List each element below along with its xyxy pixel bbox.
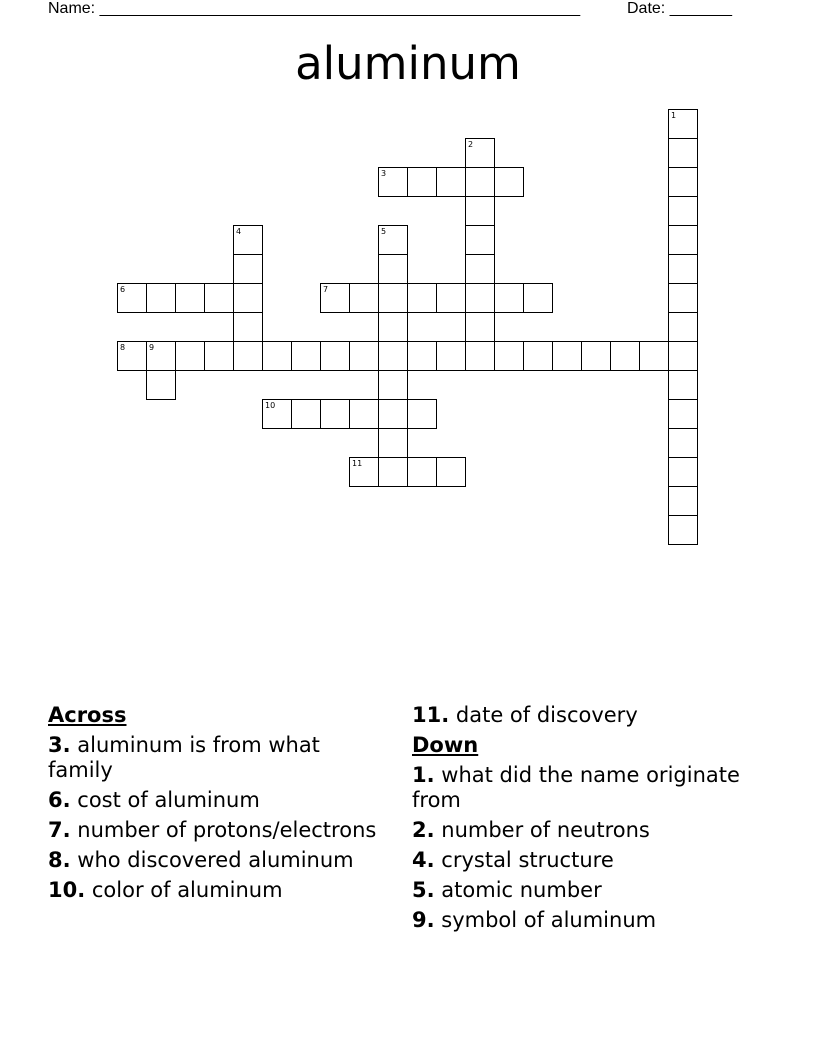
crossword-cell[interactable] (146, 370, 176, 400)
crossword-cell[interactable] (639, 341, 669, 371)
crossword-cell[interactable] (465, 341, 495, 371)
clues-left-column (48, 703, 388, 908)
crossword-cell[interactable] (378, 428, 408, 458)
crossword-cell[interactable] (668, 109, 698, 139)
clue-number: 3. (48, 733, 71, 757)
crossword-cell[interactable] (581, 341, 611, 371)
cell-number: 2 (468, 140, 474, 149)
crossword-cell[interactable] (291, 399, 321, 429)
crossword-cell[interactable] (117, 283, 147, 313)
crossword-cell[interactable] (378, 399, 408, 429)
crossword-cell[interactable] (407, 341, 437, 371)
clue-number: 2. (412, 818, 435, 842)
page-title: aluminum (295, 37, 521, 90)
crossword-cell[interactable] (436, 457, 466, 487)
cell-number: 9 (149, 343, 155, 352)
crossword-cell[interactable] (668, 486, 698, 516)
crossword-cell[interactable] (378, 312, 408, 342)
clue-text: number of protons/electrons (77, 818, 377, 842)
down-heading: Down (412, 733, 479, 757)
clue-text: what did the name originate from (412, 763, 740, 812)
crossword-cell[interactable] (465, 312, 495, 342)
clue-number: 7. (48, 818, 71, 842)
clue-down-9 (412, 908, 792, 933)
clue-text: date of discovery (455, 703, 638, 727)
crossword-cell[interactable] (146, 341, 176, 371)
clue-text: color of aluminum (91, 878, 283, 902)
crossword-cell[interactable] (523, 341, 553, 371)
clue-across-11 (412, 703, 792, 728)
crossword-cell[interactable] (378, 225, 408, 255)
crossword-cell[interactable] (668, 312, 698, 342)
clue-across-3 (48, 733, 388, 783)
clue-down-4 (412, 848, 792, 873)
crossword-cell[interactable] (320, 341, 350, 371)
crossword-cell[interactable] (494, 283, 524, 313)
crossword-cell[interactable] (668, 138, 698, 168)
crossword-cell[interactable] (668, 457, 698, 487)
across-heading: Across (48, 703, 127, 727)
crossword-cell[interactable] (204, 283, 234, 313)
cell-number: 11 (352, 459, 363, 468)
clue-text: symbol of aluminum (441, 908, 657, 932)
cell-number: 1 (671, 111, 677, 120)
clue-across-8 (48, 848, 388, 873)
date-field: Date: _______ (627, 0, 732, 17)
crossword-cell[interactable] (436, 341, 466, 371)
crossword-cell[interactable] (668, 399, 698, 429)
crossword-cell[interactable] (668, 196, 698, 226)
clue-number: 10. (48, 878, 86, 902)
clue-text: aluminum is from what family (48, 733, 320, 782)
crossword-cell[interactable] (204, 341, 234, 371)
cell-number: 5 (381, 227, 387, 236)
crossword-cell[interactable] (175, 283, 205, 313)
crossword-cell[interactable] (465, 196, 495, 226)
clue-across-7 (48, 818, 388, 843)
crossword-cell[interactable] (349, 457, 379, 487)
crossword-cell[interactable] (465, 283, 495, 313)
crossword-cell[interactable] (465, 225, 495, 255)
clue-text: crystal structure (441, 848, 614, 872)
crossword-cell[interactable] (465, 167, 495, 197)
clue-number: 6. (48, 788, 71, 812)
crossword-cell[interactable] (233, 225, 263, 255)
clue-across-10 (48, 878, 388, 903)
clue-down-5 (412, 878, 792, 903)
crossword-cell[interactable] (465, 254, 495, 284)
crossword-cell[interactable] (668, 341, 698, 371)
crossword-cell[interactable] (668, 254, 698, 284)
crossword-cell[interactable] (668, 283, 698, 313)
crossword-cell[interactable] (407, 399, 437, 429)
crossword-cell[interactable] (494, 341, 524, 371)
crossword-cell[interactable] (494, 167, 524, 197)
cell-number: 3 (381, 169, 387, 178)
clue-down-1 (412, 763, 792, 813)
crossword-cell[interactable] (407, 167, 437, 197)
clue-number: 4. (412, 848, 435, 872)
crossword-cell[interactable] (320, 283, 350, 313)
crossword-cell[interactable] (668, 167, 698, 197)
clue-number: 5. (412, 878, 435, 902)
crossword-cell[interactable] (465, 138, 495, 168)
crossword-cell[interactable] (668, 515, 698, 545)
crossword-cell[interactable] (233, 341, 263, 371)
cell-number: 4 (236, 227, 242, 236)
clue-text: atomic number (441, 878, 602, 902)
cell-number: 8 (120, 343, 126, 352)
crossword-cell[interactable] (668, 428, 698, 458)
crossword-cell[interactable] (262, 341, 292, 371)
crossword-cell[interactable] (320, 399, 350, 429)
clue-number: 9. (412, 908, 435, 932)
clue-number: 1. (412, 763, 435, 787)
crossword-cell[interactable] (378, 370, 408, 400)
clue-across-6 (48, 788, 388, 813)
clue-text: who discovered aluminum (77, 848, 354, 872)
crossword-cell[interactable] (233, 254, 263, 284)
crossword-cell[interactable] (378, 341, 408, 371)
crossword-cell[interactable] (668, 225, 698, 255)
crossword-cell[interactable] (668, 370, 698, 400)
clue-number: 11. (412, 703, 450, 727)
clue-down-2 (412, 818, 792, 843)
crossword-cell[interactable] (378, 457, 408, 487)
crossword-cell[interactable] (523, 283, 553, 313)
crossword-cell[interactable] (291, 341, 321, 371)
crossword-cell[interactable] (349, 399, 379, 429)
clue-text: number of neutrons (441, 818, 650, 842)
cell-number: 7 (323, 285, 329, 294)
crossword-cell[interactable] (378, 254, 408, 284)
crossword-cell[interactable] (378, 283, 408, 313)
crossword-cell[interactable] (117, 341, 147, 371)
cell-number: 10 (265, 401, 276, 410)
crossword-cell[interactable] (349, 283, 379, 313)
clue-text: cost of aluminum (77, 788, 260, 812)
name-field: Name: ______________________________________________________ (48, 0, 581, 17)
crossword-cell[interactable] (552, 341, 582, 371)
crossword-cell[interactable] (378, 167, 408, 197)
crossword-cell[interactable] (262, 399, 292, 429)
crossword-cell[interactable] (436, 167, 466, 197)
crossword-cell[interactable] (233, 312, 263, 342)
clue-number: 8. (48, 848, 71, 872)
crossword-cell[interactable] (610, 341, 640, 371)
crossword-cell[interactable] (233, 283, 263, 313)
crossword-cell[interactable] (436, 283, 466, 313)
crossword-cell[interactable] (349, 341, 379, 371)
cell-number: 6 (120, 285, 126, 294)
crossword-cell[interactable] (146, 283, 176, 313)
crossword-cell[interactable] (175, 341, 205, 371)
clues-right-column (412, 703, 792, 938)
crossword-cell[interactable] (407, 457, 437, 487)
crossword-cell[interactable] (407, 283, 437, 313)
